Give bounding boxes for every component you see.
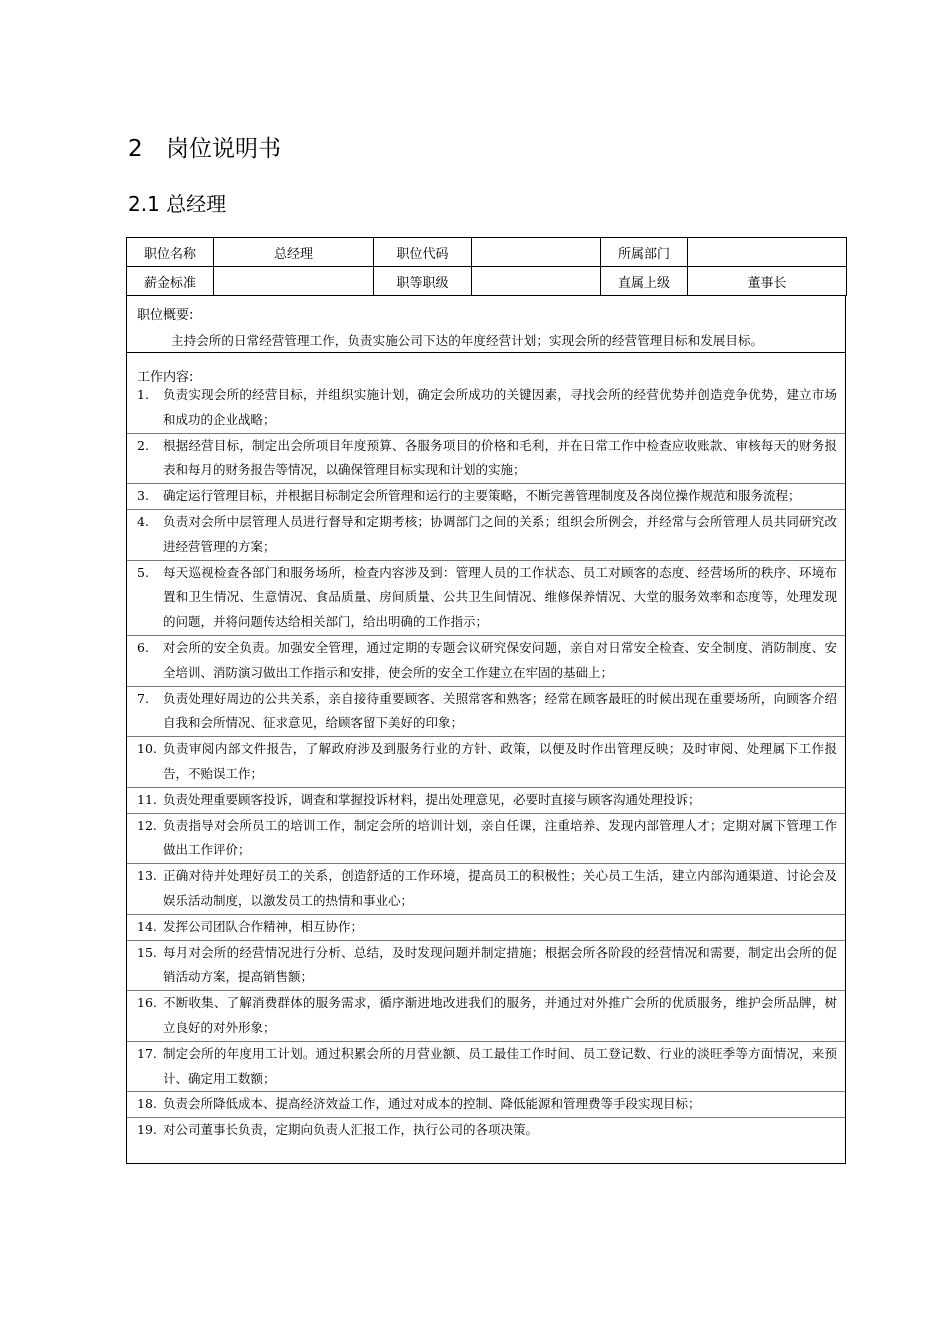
item-text: 每天巡视检查各部门和服务场所，检查内容涉及到：管理人员的工作状态、员工对顾客的态度、经营场所的秩序、环境布置和卫生情况、生意情况、食品质量、房间质量、公共卫生间情况、维修保养情况、大堂的服务效率和态度等，处理发现的问题，并将问题传达给相关部门，给出明确的工作指示； xyxy=(163,564,837,630)
item-number: 17. xyxy=(137,1045,157,1061)
value-salary xyxy=(214,267,374,296)
position-info-table xyxy=(126,237,847,296)
list-item xyxy=(127,1118,845,1143)
item-number: 16. xyxy=(137,995,157,1011)
item-number: 18. xyxy=(137,1096,157,1112)
value-supervisor: 董事长 xyxy=(688,267,847,296)
list-item xyxy=(127,1042,845,1092)
item-number: 7. xyxy=(137,690,149,706)
duties-list xyxy=(127,383,845,1143)
table-row xyxy=(127,267,847,296)
table-row xyxy=(127,238,847,267)
list-item xyxy=(127,737,845,787)
position-summary xyxy=(126,295,846,353)
item-text: 负责实现会所的经营目标，并组织实施计划，确定会所成功的关键因素，寻找会所的经营优势并创造竞争优势，建立市场和成功的企业战略； xyxy=(163,387,837,427)
item-text: 对公司董事长负责，定期向负责人汇报工作，执行公司的各项决策。 xyxy=(163,1122,539,1138)
list-item xyxy=(127,864,845,914)
value-position-code xyxy=(472,238,601,267)
summary-title: 职位概要: xyxy=(137,308,194,323)
list-item xyxy=(127,814,845,864)
summary-text: 主持会所的日常经营管理工作，负责实施公司下达的年度经营计划；实现会所的经营管理目标和发展目标。 xyxy=(171,333,764,348)
duties-title: 工作内容: xyxy=(137,370,194,385)
section-title: 岗位说明书 xyxy=(166,136,281,162)
item-text: 负责审阅内部文件报告，了解政府涉及到服务行业的方针、政策，以便及时作出管理反映；及时审阅、处理属下工作报告，不贻误工作； xyxy=(163,741,837,781)
item-number: 1. xyxy=(137,387,149,402)
list-item xyxy=(127,991,845,1041)
item-number: 11. xyxy=(137,791,157,807)
item-text: 负责处理好周边的公共关系，亲自接待重要顾客、关照常客和熟客；经常在顾客最旺的时候出现在重要场所，向顾客介绍自我和会所情况、征求意见，给顾客留下美好的印象； xyxy=(163,690,837,731)
item-number: 5. xyxy=(137,564,149,580)
list-item xyxy=(127,484,845,509)
value-department xyxy=(688,238,847,267)
list-item xyxy=(127,941,845,991)
list-item xyxy=(127,788,845,813)
list-item xyxy=(127,1092,845,1117)
list-item xyxy=(127,636,845,686)
item-text: 正确对待并处理好员工的关系，创造舒适的工作环境，提高员工的积极性；关心员工生活，建立内部沟通渠道、讨论会及娱乐活动制度，以激发员工的热情和事业心； xyxy=(163,868,837,908)
item-text: 确定运行管理目标，并根据目标制定会所管理和运行的主要策略，不断完善管理制度及各岗位操作规范和服务流程； xyxy=(163,488,801,504)
label-salary: 薪金标准 xyxy=(127,267,214,296)
list-item xyxy=(127,915,845,940)
list-item xyxy=(127,687,845,737)
item-text: 根据经营目标，制定出会所项目年度预算、各服务项目的价格和毛利，并在日常工作中检查应收账款、审核每天的财务报表和每月的财务报告等情况，以确保管理目标实现和计划的实施； xyxy=(163,437,837,478)
item-number: 15. xyxy=(137,944,157,960)
item-text: 不断收集、了解消费群体的服务需求，循序渐进地改进我们的服务，并通过对外推广会所的优质服务，维护会所品牌，树立良好的对外形象； xyxy=(163,995,837,1035)
label-grade: 职等职级 xyxy=(374,267,472,296)
job-duties xyxy=(126,353,846,1164)
section-heading xyxy=(128,130,281,163)
item-number: 10. xyxy=(137,741,157,757)
item-number: 3. xyxy=(137,488,149,504)
item-number: 19. xyxy=(137,1122,157,1138)
list-item xyxy=(127,561,845,635)
value-grade xyxy=(472,267,601,296)
list-item xyxy=(127,383,845,433)
item-text: 对会所的安全负责。加强安全管理，通过定期的专题会议研究保安问题，亲自对日常安全检查、安全制度、消防制度、安全培训、消防演习做出工作指示和安排，使会所的安全工作建立在牢固的基础上； xyxy=(163,639,837,680)
item-number: 13. xyxy=(137,868,157,884)
item-number: 14. xyxy=(137,918,157,934)
value-position-name: 总经理 xyxy=(214,238,374,267)
list-item xyxy=(127,434,845,484)
label-department: 所属部门 xyxy=(601,238,688,267)
item-text: 负责会所降低成本、提高经济效益工作，通过对成本的控制、降低能源和管理费等手段实现目标； xyxy=(163,1096,701,1112)
item-number: 4. xyxy=(137,513,149,529)
label-position-name: 职位名称 xyxy=(127,238,214,267)
list-item xyxy=(127,510,845,560)
item-text: 每月对会所的经营情况进行分析、总结，及时发现问题并制定措施；根据会所各阶段的经营情况和需要，制定出会所的促销活动方案，提高销售额； xyxy=(163,944,837,985)
item-text: 制定会所的年度用工计划。通过积累会所的月营业额、员工最佳工作时间、员工登记数、行业的淡旺季等方面情况，来预计、确定用工数额； xyxy=(163,1045,837,1086)
item-number: 2. xyxy=(137,437,149,453)
subsection-heading: 2.1 总经理 xyxy=(128,192,227,216)
item-text: 负责对会所中层管理人员进行督导和定期考核；协调部门之间的关系；组织会所例会，并经常与会所管理人员共同研究改进经营管理的方案； xyxy=(163,513,837,554)
item-text: 负责指导对会所员工的培训工作，制定会所的培训计划，亲自任课，注重培养、发现内部管理人才；定期对属下管理工作做出工作评价； xyxy=(163,817,837,858)
item-text: 负责处理重要顾客投诉，调查和掌握投诉材料，提出处理意见，必要时直接与顾客沟通处理投诉； xyxy=(163,791,701,807)
item-number: 6. xyxy=(137,639,149,655)
section-number: 2 xyxy=(128,136,143,162)
label-supervisor: 直属上级 xyxy=(601,267,688,296)
item-text: 发挥公司团队合作精神，相互协作； xyxy=(163,918,364,934)
label-position-code: 职位代码 xyxy=(374,238,472,267)
item-number: 12. xyxy=(137,817,157,833)
